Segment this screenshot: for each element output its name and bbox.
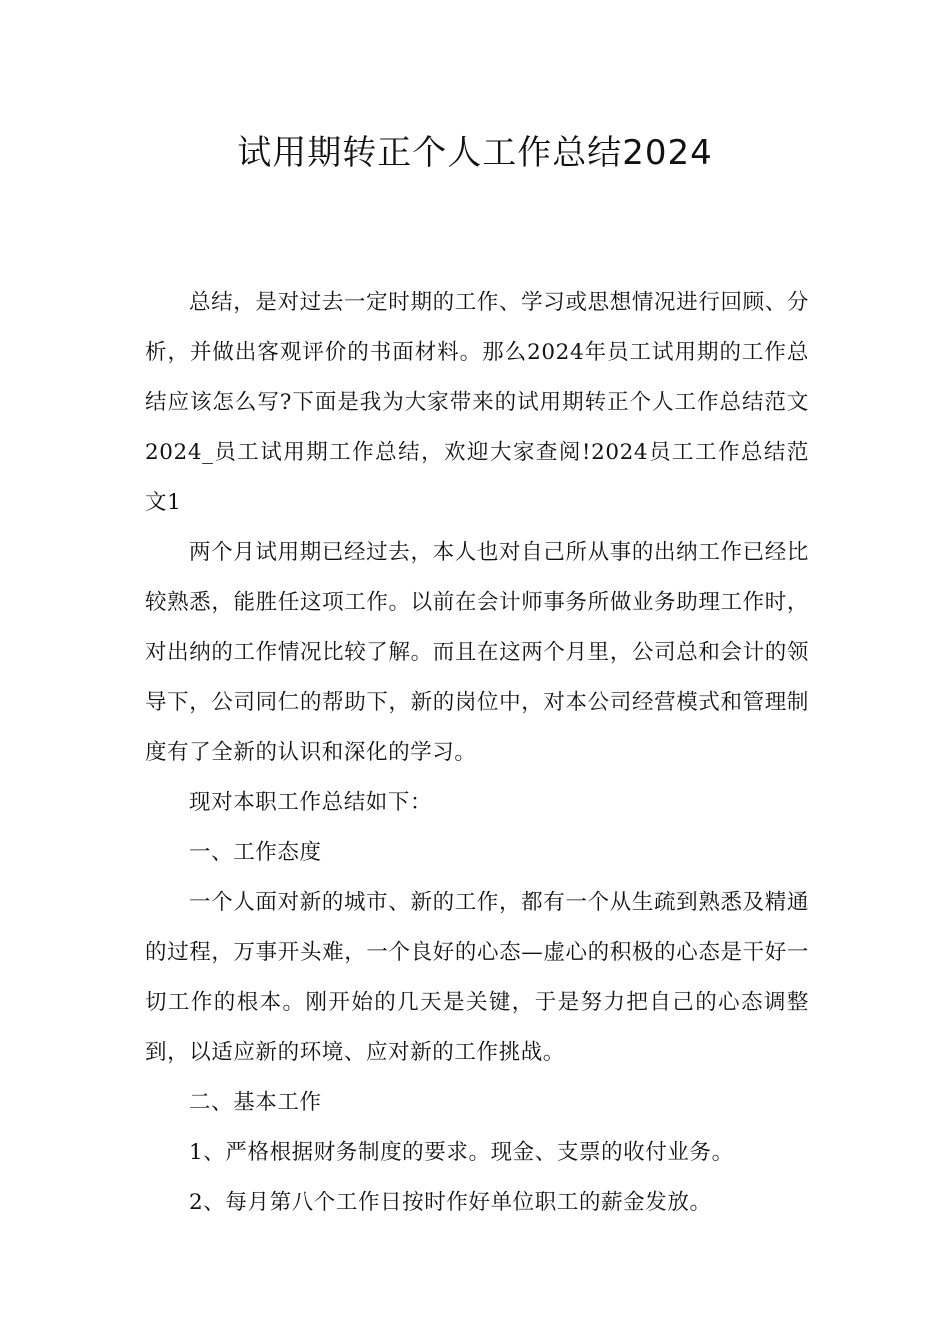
paragraph-probation: 两个月试用期已经过去，本人也对自己所从事的出纳工作已经比较熟悉，能胜任这项工作。以前在会计师事务所做业务助理工作时，对出纳的工作情况比较了解。而且在这两个月里，公司总和会计的领导下，公司同仁的帮助下，新的岗位中，对本公司经营模式和管理制度有了全新的认识和深化的学习。 [145,540,809,765]
list-item: 2、每月第八个工作日按时作好单位职工的薪金发放。 [189,1190,712,1215]
paragraph-attitude: 一个人面对新的城市、新的工作，都有一个从生疏到熟悉及精通的过程，万事开头难，一个良好的心态—虚心的积极的心态是干好一切工作的根本。刚开始的几天是关键，于是努力把自己的心态调整到，以适应新的环境、应对新的工作挑战。 [145,890,809,1065]
document-body [145,278,809,1228]
paragraph-summary-lead: 现对本职工作总结如下： [189,790,433,815]
paragraph-intro: 总结，是对过去一定时期的工作、学习或思想情况进行回顾、分析，并做出客观评价的书面材料。那么2024年员工试用期的工作总结应该怎么写?下面是我为大家带来的试用期转正个人工作总结范文2024_员工试用期工作总结，欢迎大家查阅!2024员工工作总结范文1 [145,290,809,515]
document-title: 试用期转正个人工作总结2024 [237,133,713,173]
list-item: 1、严格根据财务制度的要求。现金、支票的收付业务。 [189,1140,734,1165]
section-heading-basic-work: 二、基本工作 [189,1090,322,1115]
section-heading-attitude: 一、工作态度 [189,840,322,865]
